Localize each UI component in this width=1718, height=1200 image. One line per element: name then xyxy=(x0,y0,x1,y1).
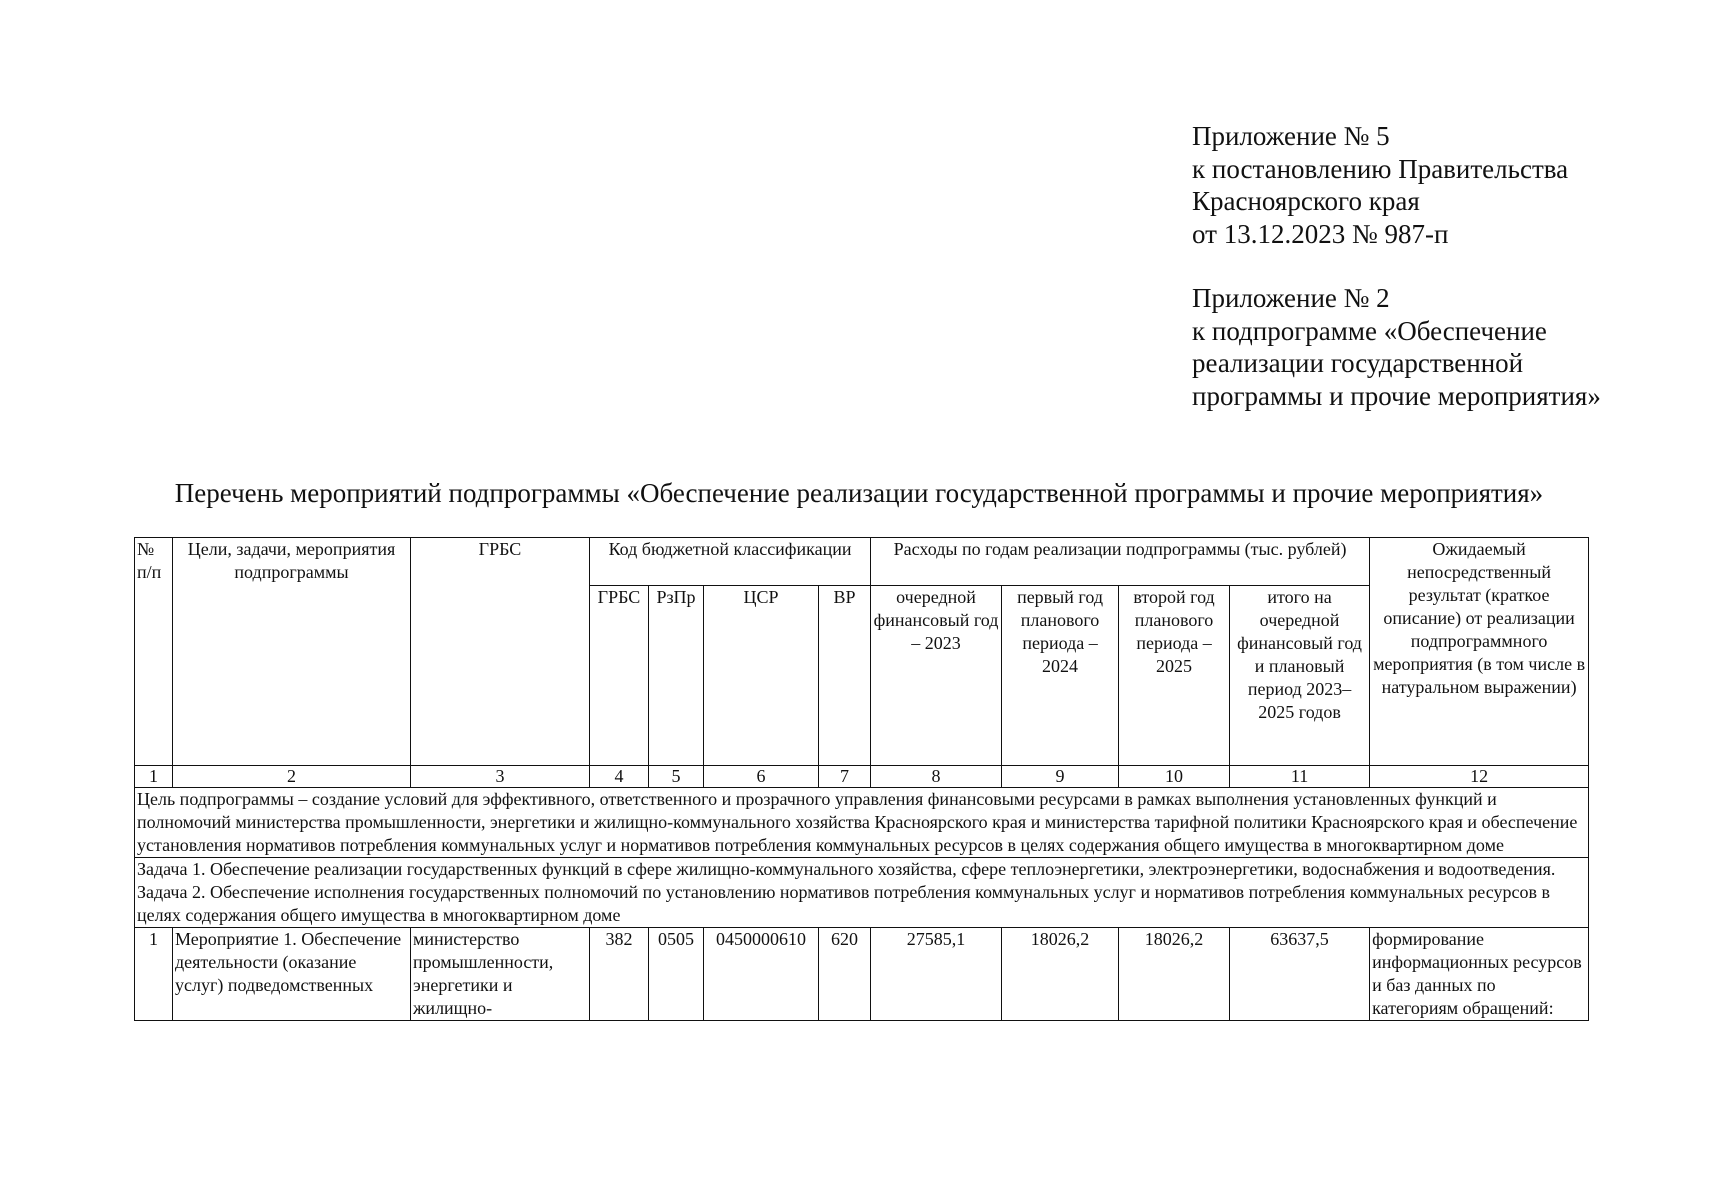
appendix-5-line-2: к постановлению Правительства xyxy=(1192,153,1569,184)
header-year-2024: первый год планового периода – 2024 xyxy=(1002,586,1119,766)
appendix-5-line-4: от 13.12.2023 № 987-п xyxy=(1192,218,1449,249)
appendix-5-line-3: Красноярского края xyxy=(1192,186,1420,216)
column-number: 7 xyxy=(819,766,871,788)
column-number: 2 xyxy=(173,766,411,788)
table-row xyxy=(135,928,1589,1021)
column-number-row xyxy=(135,766,1589,788)
header-expenses: Расходы по годам реализации подпрограммы (тыс. рублей) xyxy=(871,538,1370,586)
column-number: 6 xyxy=(704,766,819,788)
row-amount-2024: 18026,2 xyxy=(1002,928,1119,1021)
row-code-rzpr: 0505 xyxy=(649,928,704,1021)
header-year-2023: очередной финансовый год – 2023 xyxy=(871,586,1002,766)
appendix-2-line-2: к подпрограмме «Обеспечение xyxy=(1192,315,1547,346)
column-number: 9 xyxy=(1002,766,1119,788)
subprogram-tasks xyxy=(135,858,1589,928)
task-1: Задача 1. Обеспечение реализации государственных функций в сфере жилищно-коммунального хозяйства, сфере теплоэнергетики, электроэнергетики, водоснабжения и водоотведения. xyxy=(137,859,1556,879)
document-title: Перечень мероприятий подпрограммы «Обеспечение реализации государственной программы и прочие мероприятия» xyxy=(174,478,1544,508)
row-amount-2023: 27585,1 xyxy=(871,928,1002,1021)
column-number: 5 xyxy=(649,766,704,788)
header-code-grbs: ГРБС xyxy=(590,586,649,766)
measures-table xyxy=(134,537,1589,1021)
header-grbs: ГРБС xyxy=(411,538,590,766)
header-expected-result: Ожидаемый непосредственный результат (краткое описание) от реализации подпрограммного мероприятия (в том числе в натуральном выражении) xyxy=(1370,538,1589,766)
subprogram-goal: Цель подпрограммы – создание условий для эффективного, ответственного и прозрачного управления финансовыми ресурсами в рамках выполнения установленных функций и полномочий министерства промышленности, энергетики и жилищно-коммунального хозяйства Красноярского края и министерства тарифной политики Красноярского края и обеспечение установления нормативов потребления коммунальных услуг и нормативов потребления коммунальных ресурсов в целях содержания общего имущества в многоквартирном доме xyxy=(135,788,1589,858)
goal-row xyxy=(135,788,1589,858)
header-code-rzpr: РзПр xyxy=(649,586,704,766)
task-2: Задача 2. Обеспечение исполнения государственных полномочий по установлению нормативов потребления коммунальных услуг и нормативов потребления коммунальных ресурсов в целях содержания общего имущества в многоквартирном доме xyxy=(137,882,1550,925)
appendix-2-block xyxy=(1192,282,1601,412)
header-year-2025: второй год планового периода – 2025 xyxy=(1119,586,1230,766)
row-grbs: министерство промышленности, энергетики и жилищно- xyxy=(411,928,590,1021)
header-code-csr: ЦСР xyxy=(704,586,819,766)
row-code-csr: 0450000610 xyxy=(704,928,819,1021)
column-number: 3 xyxy=(411,766,590,788)
header-goals: Цели, задачи, мероприятия подпрограммы xyxy=(173,538,411,766)
tasks-row xyxy=(135,858,1589,928)
column-number: 1 xyxy=(135,766,173,788)
row-measure: Мероприятие 1. Обеспечение деятельности (оказание услуг) подведомственных xyxy=(173,928,411,1021)
column-number: 10 xyxy=(1119,766,1230,788)
header-code-vr: ВР xyxy=(819,586,871,766)
appendix-2-line-4: программы и прочие мероприятия» xyxy=(1192,380,1601,411)
column-number: 12 xyxy=(1370,766,1589,788)
column-number: 8 xyxy=(871,766,1002,788)
header-num: № п/п xyxy=(135,538,173,766)
row-code-grbs: 382 xyxy=(590,928,649,1021)
appendix-5-block xyxy=(1192,120,1568,250)
appendix-5-line-1: Приложение № 5 xyxy=(1192,121,1390,151)
row-code-vr: 620 xyxy=(819,928,871,1021)
appendix-2-line-3: реализации государственной xyxy=(1192,348,1524,378)
header-budget-code: Код бюджетной классификации xyxy=(590,538,871,586)
column-number: 4 xyxy=(590,766,649,788)
column-number: 11 xyxy=(1230,766,1370,788)
row-amount-2025: 18026,2 xyxy=(1119,928,1230,1021)
row-amount-total: 63637,5 xyxy=(1230,928,1370,1021)
row-num: 1 xyxy=(135,928,173,1021)
row-expected-result: формирование информационных ресурсов и баз данных по категориям обращений: xyxy=(1370,928,1589,1021)
appendix-2-line-1: Приложение № 2 xyxy=(1192,283,1390,313)
header-year-total: итого на очередной финансовый год и плановый период 2023–2025 годов xyxy=(1230,586,1370,766)
